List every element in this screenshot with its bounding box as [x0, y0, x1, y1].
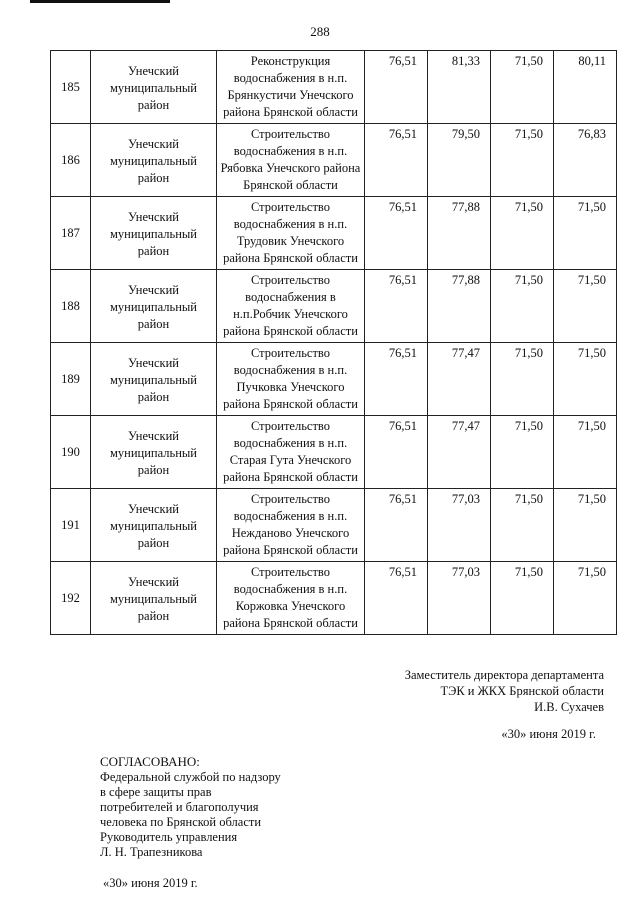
project-line: водоснабжения в н.п.	[233, 217, 348, 231]
value-cell: 76,51	[365, 343, 428, 416]
value-cell: 71,50	[554, 343, 617, 416]
project-line: Строительство	[250, 565, 330, 579]
district-line: Унечский	[128, 356, 179, 370]
agreed-date: «30» июня 2019 г.	[103, 876, 198, 890]
district-line: муниципальный	[110, 446, 197, 460]
project-line: Рябовка Унечского района	[220, 161, 361, 175]
value-cell: 77,03	[428, 489, 491, 562]
value-cell: 76,51	[365, 489, 428, 562]
project-cell	[217, 270, 365, 343]
project-cell	[217, 562, 365, 635]
district-line: район	[137, 609, 170, 623]
value-cell: 80,11	[554, 51, 617, 124]
project-line: водоснабжения в н.п.	[233, 582, 348, 596]
agreed-line: в сфере защиты прав	[100, 785, 212, 799]
district-cell	[91, 562, 217, 635]
project-cell	[217, 197, 365, 270]
district-line: Унечский	[128, 210, 179, 224]
table-row	[51, 489, 617, 562]
value-cell: 76,51	[365, 51, 428, 124]
district-line: район	[137, 98, 170, 112]
project-cell	[217, 51, 365, 124]
agreed-line: Федеральной службой по надзору	[100, 770, 281, 784]
value-cell: 71,50	[491, 562, 554, 635]
data-table	[50, 50, 617, 635]
district-line: Унечский	[128, 429, 179, 443]
project-line: водоснабжения в н.п.	[233, 71, 348, 85]
project-line: водоснабжения в	[245, 290, 336, 304]
value-cell: 76,51	[365, 270, 428, 343]
project-cell	[217, 343, 365, 416]
project-line: Старая Гута Унечского	[229, 453, 352, 467]
signature-date: «30» июня 2019 г.	[501, 727, 596, 741]
project-line: Строительство	[250, 492, 330, 506]
table-row	[51, 562, 617, 635]
project-line: водоснабжения в н.п.	[233, 509, 348, 523]
district-line: Унечский	[128, 502, 179, 516]
value-cell: 71,50	[491, 489, 554, 562]
value-cell: 81,33	[428, 51, 491, 124]
signature-department: ТЭК и ЖКХ Брянской области	[440, 684, 604, 698]
top-rule	[30, 0, 170, 3]
row-number: 192	[51, 562, 91, 635]
district-line: муниципальный	[110, 519, 197, 533]
project-line: района Брянской области	[223, 470, 358, 484]
value-cell: 76,51	[365, 197, 428, 270]
district-cell	[91, 197, 217, 270]
value-cell: 71,50	[491, 51, 554, 124]
value-cell: 71,50	[554, 270, 617, 343]
district-line: муниципальный	[110, 154, 197, 168]
value-cell: 71,50	[554, 416, 617, 489]
row-number: 189	[51, 343, 91, 416]
table-row	[51, 270, 617, 343]
project-line: Трудовик Унечского	[236, 234, 345, 248]
value-cell: 71,50	[491, 343, 554, 416]
value-cell: 71,50	[554, 562, 617, 635]
district-line: район	[137, 536, 170, 550]
district-line: район	[137, 317, 170, 331]
row-number: 190	[51, 416, 91, 489]
district-line: муниципальный	[110, 373, 197, 387]
page-number: 288	[310, 24, 330, 39]
district-line: муниципальный	[110, 227, 197, 241]
row-number: 186	[51, 124, 91, 197]
agreed-line: Руководитель управления	[100, 830, 238, 844]
district-cell	[91, 489, 217, 562]
value-cell: 76,51	[365, 562, 428, 635]
agreed-heading: СОГЛАСОВАНО:	[100, 754, 200, 769]
value-cell: 71,50	[491, 124, 554, 197]
project-line: Пучковка Унечского	[236, 380, 345, 394]
project-line: Брянкустичи Унечского	[227, 88, 354, 102]
district-line: Унечский	[128, 575, 179, 589]
value-cell: 76,51	[365, 124, 428, 197]
project-line: водоснабжения в н.п.	[233, 363, 348, 377]
district-line: Унечский	[128, 64, 179, 78]
agreed-line: человека по Брянской области	[100, 815, 262, 829]
value-cell: 71,50	[491, 416, 554, 489]
signature-position: Заместитель директора департамента	[404, 668, 604, 682]
district-line: Унечский	[128, 283, 179, 297]
value-cell: 79,50	[428, 124, 491, 197]
district-cell	[91, 270, 217, 343]
row-number: 191	[51, 489, 91, 562]
value-cell: 71,50	[491, 197, 554, 270]
project-line: водоснабжения в н.п.	[233, 436, 348, 450]
value-cell: 77,88	[428, 270, 491, 343]
project-line: района Брянской области	[223, 251, 358, 265]
project-line: района Брянской области	[223, 543, 358, 557]
row-number: 185	[51, 51, 91, 124]
district-line: район	[137, 171, 170, 185]
value-cell: 71,50	[491, 270, 554, 343]
agreed-line: потребителей и благополучия	[100, 800, 259, 814]
table-row	[51, 51, 617, 124]
row-number: 187	[51, 197, 91, 270]
project-line: района Брянской области	[223, 616, 358, 630]
table-row	[51, 197, 617, 270]
value-cell: 71,50	[554, 197, 617, 270]
project-line: водоснабжения в н.п.	[233, 144, 348, 158]
project-line: н.п.Робчик Унечского	[233, 307, 348, 321]
project-line: Нежданово Унечского	[231, 526, 350, 540]
district-cell	[91, 51, 217, 124]
value-cell: 76,51	[365, 416, 428, 489]
project-cell	[217, 416, 365, 489]
project-line: Строительство	[250, 346, 330, 360]
project-line: района Брянской области	[223, 397, 358, 411]
district-line: район	[137, 463, 170, 477]
value-cell: 71,50	[554, 489, 617, 562]
district-line: муниципальный	[110, 592, 197, 606]
district-cell	[91, 416, 217, 489]
signature-name: И.В. Сухачев	[534, 700, 604, 714]
project-line: Строительство	[250, 127, 330, 141]
agreed-line: Л. Н. Трапезникова	[100, 845, 203, 859]
value-cell: 77,47	[428, 343, 491, 416]
project-cell	[217, 124, 365, 197]
row-number: 188	[51, 270, 91, 343]
table-row	[51, 416, 617, 489]
project-line: Строительство	[250, 200, 330, 214]
value-cell: 77,03	[428, 562, 491, 635]
district-line: муниципальный	[110, 300, 197, 314]
project-line: Строительство	[250, 273, 330, 287]
district-line: район	[137, 244, 170, 258]
table-row	[51, 343, 617, 416]
table-row	[51, 124, 617, 197]
district-line: район	[137, 390, 170, 404]
agreed-block	[100, 754, 281, 860]
project-line: Коржовка Унечского	[235, 599, 346, 613]
project-line: района Брянской области	[223, 105, 358, 119]
district-line: муниципальный	[110, 81, 197, 95]
signature-block	[405, 667, 604, 715]
value-cell: 77,88	[428, 197, 491, 270]
value-cell: 77,47	[428, 416, 491, 489]
project-line: Строительство	[250, 419, 330, 433]
value-cell: 76,83	[554, 124, 617, 197]
project-line: Брянской области	[243, 178, 338, 192]
district-cell	[91, 343, 217, 416]
project-cell	[217, 489, 365, 562]
district-line: Унечский	[128, 137, 179, 151]
project-line: района Брянской области	[223, 324, 358, 338]
project-line: Реконструкция	[250, 54, 331, 68]
district-cell	[91, 124, 217, 197]
